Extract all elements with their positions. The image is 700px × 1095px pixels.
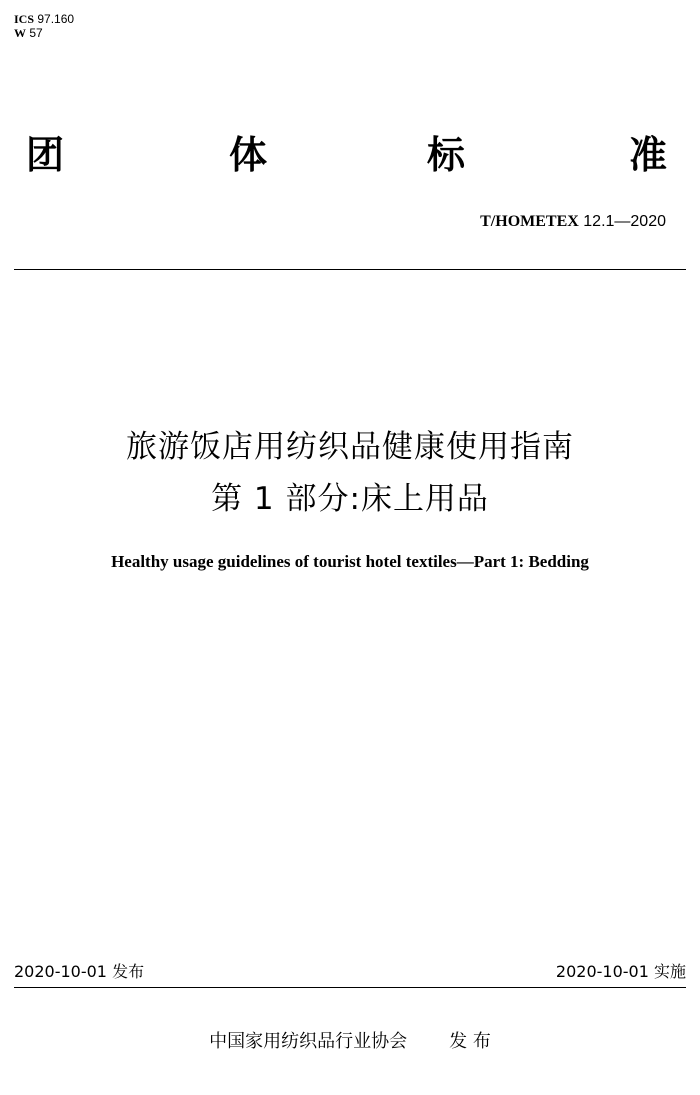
w-label: W [14,26,26,40]
issuer-action: 发 布 [449,1031,491,1052]
ics-value: 97.160 [37,12,75,26]
issuer-name: 中国家用纺织品行业协会 [209,1031,408,1052]
standard-number [480,212,666,232]
standard-prefix: T/HOMETEX [480,213,579,230]
w-value: 57 [29,26,43,40]
title-line-2: 第 1 部分:床上用品 [211,481,489,517]
w-code [14,26,74,40]
publish-date: 2020-10-01 发布 [14,962,145,981]
doc-type-char-3: 标 [427,133,466,177]
classification-codes [14,12,74,40]
issuer-line [0,1030,700,1054]
title-line-1: 旅游饭店用纺织品健康使用指南 [126,429,574,465]
ics-label: ICS [14,12,35,26]
english-title: Healthy usage guidelines of tourist hotel textiles—Part 1: Bedding [111,552,589,571]
doc-type-char-2: 体 [229,133,268,177]
footer-divider [14,987,686,988]
implement-date: 2020-10-01 实施 [555,962,686,981]
doc-type-char-4: 准 [629,133,668,177]
header-divider [14,269,686,270]
ics-code [14,12,74,26]
doc-type-char-1: 团 [26,133,65,177]
standard-code: 12.1—2020 [583,213,666,230]
